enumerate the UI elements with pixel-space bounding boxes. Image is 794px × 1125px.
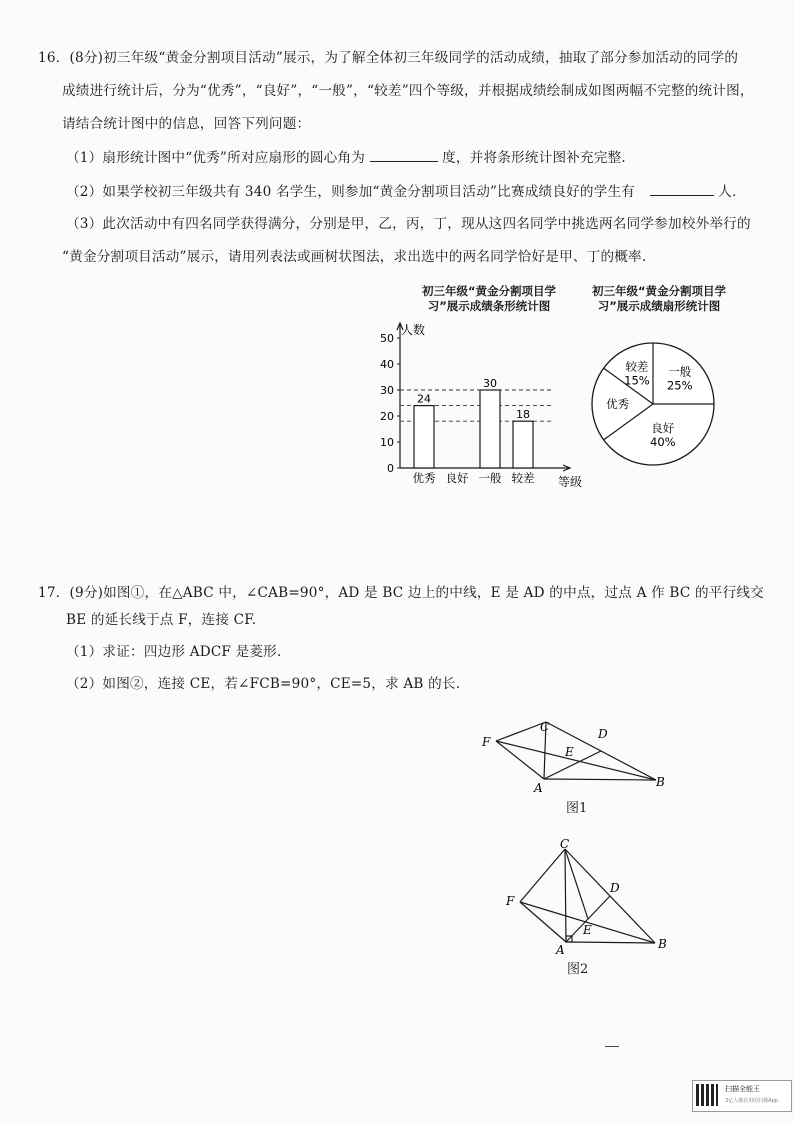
figure1-caption: 图1 [566,801,588,816]
y-tick-label: 30 [380,384,394,397]
segment-ca [565,849,566,942]
y-tick-label: 50 [380,332,394,345]
x-tick-label: 良好 [445,471,469,485]
figure2-label-d: D [610,881,620,895]
segment-fa [520,902,566,942]
figure2-label-a: A [556,943,565,956]
figure2-label-e: E [583,923,592,937]
pie-slice-label: 一般 [668,364,692,379]
bar [480,390,500,468]
q16-line-1: 16．(8分)初三年级“黄金分割项目活动”展示，为了解全体初三年级同学的活动成绩，抽取了部分参加活动的同学的 [38,50,739,66]
q16-line-2: 成绩进行统计后，分为“优秀”，“良好”，“一般”，“较差”四个等级，并根据成绩绘制成如图两幅不完整的统计图， [62,83,754,99]
bar-data-label: 24 [417,392,431,406]
figure1-label-e: E [565,745,574,759]
figure1-label-b: B [656,775,665,789]
answer-blank-angle[interactable] [370,149,438,162]
q16-part-2-suffix: 人. [718,184,737,200]
pie-slice-percent: 15% [624,373,650,388]
q16-part-2-text: （2）如果学校初三年级共有 340 名学生，则参加“黄金分割项目活动”比赛成绩良好的学生有 [66,184,636,200]
figure2-label-b: B [658,937,667,951]
q16-part-2 [66,180,737,200]
segment-fc [496,722,546,741]
figure2-label-f: F [506,894,515,908]
q16-part-1-suffix: 度，并将条形统计图补充完整. [442,150,626,166]
bar [414,406,434,468]
geometry-figure-2 [500,836,680,956]
pie-chart [585,336,725,476]
q16-part-3-line-1: （3）此次活动中有四名同学获得满分，分别是甲，乙，丙，丁，现从这四名同学中挑选两名同学参加校外举行的 [66,216,751,232]
bar-data-label: 18 [516,408,530,422]
pie-slice-label: 良好 [651,421,675,436]
qr-code-icon [696,1084,718,1106]
x-tick-label: 较差 [511,471,535,485]
x-axis-label: 等级 [558,475,583,489]
q16-line-3: 请结合统计图中的信息，回答下列问题： [62,116,311,132]
segment-ab [566,942,655,943]
pie-slice-percent: 25% [666,378,693,393]
bar-chart [360,312,590,490]
x-tick-label: 优秀 [412,471,436,485]
segment-fc [520,849,565,902]
bar-chart-title [400,284,578,314]
y-tick-label: 10 [380,436,394,449]
q16-part-3-line-2: “黄金分割项目活动”展示，请用列表法或画树状图法，求出选中的两名同学恰好是甲、丁的概率. [62,249,647,265]
figure1-label-a: A [534,781,543,795]
scan-mark [605,1046,619,1047]
figure1-label-f: F [482,735,491,749]
q17-part-2: （2）如图②，连接 CE，若∠FCB=90°，CE=5，求 AB 的长. [66,676,461,692]
bar [513,421,533,468]
y-tick-label: 40 [380,358,394,371]
figure2-label-c: C [560,837,570,851]
geometry-figure-1 [476,716,676,798]
figure1-label-c: C [540,720,550,734]
scanner-app-name: 扫描全能王 [725,1085,760,1093]
q16-part-1-text: （1）扇形统计图中“优秀”所对应扇形的圆心角为 [66,150,366,166]
q17-line-1: 17．(9分)如图①，在△ABC 中，∠CAB=90°，AD 是 BC 边上的中线，E 是 AD 的中点，过点 A 作 BC 的平行线交 [38,585,764,601]
figure1-label-d: D [598,727,608,741]
pie-chart-title [576,284,742,314]
scanner-app-sub: 3亿人都在用的扫描App [725,1098,778,1104]
figure2-caption: 图2 [567,962,589,977]
bar-chart-title-line-2: 习”展示成绩条形统计图 [427,299,551,313]
bar-data-label: 30 [483,377,497,390]
pie-slice-label: 较差 [625,359,649,374]
pie-slice-label: 优秀 [606,397,630,411]
q16-part-1 [66,146,626,166]
pie-chart-title-line-2: 习”展示成绩扇形统计图 [597,299,721,313]
pie-slice-percent: 40% [650,435,676,450]
answer-blank-count[interactable] [650,183,714,196]
scanner-badge [692,1080,792,1112]
y-axis-label: 人数 [401,323,426,337]
y-tick-label: 20 [380,410,394,423]
pie-chart-title-line-1: 初三年级“黄金分割项目学 [591,284,727,298]
y-tick-label: 0 [387,462,394,475]
segment-ce [565,849,588,919]
x-tick-label: 一般 [478,471,502,485]
q17-line-2: BE 的延长线于点 F，连接 CF. [66,612,257,628]
bar-chart-title-line-1: 初三年级“黄金分割项目学 [421,284,557,298]
q17-part-1: （1）求证：四边形 ADCF 是菱形. [66,644,282,660]
segment-ab [544,779,656,780]
